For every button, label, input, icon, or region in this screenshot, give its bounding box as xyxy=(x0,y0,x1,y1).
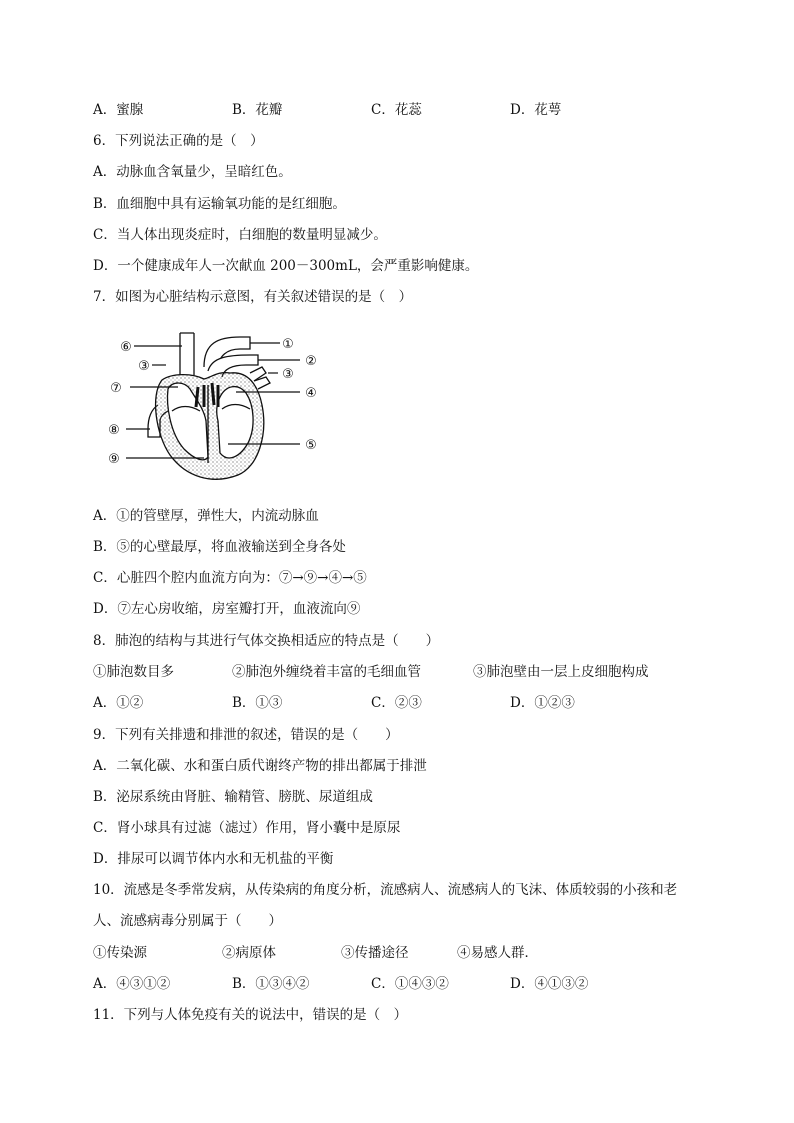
q6-option-a: A．动脉血含氧量少，呈暗红色。 xyxy=(93,164,292,180)
label-7: ⑦ xyxy=(110,381,122,396)
q8-feature-1: ①肺泡数目多 xyxy=(93,664,174,680)
q6-stem: 6．下列说法正确的是（ ） xyxy=(93,133,264,149)
q10-option-b: B．①③④② xyxy=(232,976,310,992)
q9-option-d: D．排尿可以调节体内水和无机盐的平衡 xyxy=(93,851,334,867)
q10-stem-line1: 10．流感是冬季常发病，从传染病的角度分析，流感病人、流感病人的飞沫、体质较弱的小孩和老 xyxy=(93,882,678,898)
q9-stem: 9．下列有关排遗和排泄的叙述，错误的是（ ） xyxy=(93,727,399,743)
q8-stem: 8．肺泡的结构与其进行气体交换相适应的特点是（ ） xyxy=(93,633,440,649)
q10-stem-line2: 人、流感病毒分别属于（ ） xyxy=(93,913,282,929)
label-2: ② xyxy=(305,354,317,369)
q10-option-a: A．④③①② xyxy=(93,976,171,992)
q5-option-d: D．花萼 xyxy=(510,102,562,118)
q5-option-c: C．花蕊 xyxy=(371,102,422,118)
q5-option-b: B．花瓣 xyxy=(232,102,283,118)
q10-option-c: C．①④③② xyxy=(371,976,449,992)
q10-feature-3: ③传播途径 xyxy=(341,945,409,961)
q8-option-c: C．②③ xyxy=(371,695,422,711)
q7-option-a: A．①的管壁厚，弹性大，内流动脉血 xyxy=(93,508,319,524)
label-1: ① xyxy=(282,337,294,352)
q7-option-c: C．心脏四个腔内血流方向为：⑦→⑨→④→⑤ xyxy=(93,570,367,586)
q9-option-c: C．肾小球具有过滤（滤过）作用，肾小囊中是原尿 xyxy=(93,820,401,836)
heart-structure-diagram xyxy=(100,325,332,487)
q7-stem: 7．如图为心脏结构示意图，有关叙述错误的是（ ） xyxy=(93,289,413,305)
q6-option-c: C．当人体出现炎症时，白细胞的数量明显减少。 xyxy=(93,227,387,243)
q10-feature-4: ④易感人群． xyxy=(457,945,538,961)
q7-option-d: D．⑦左心房收缩，房室瓣打开，血液流向⑨ xyxy=(93,601,361,617)
label-6: ⑥ xyxy=(120,340,132,355)
q7-option-b: B．⑤的心壁最厚，将血液输送到全身各处 xyxy=(93,539,346,555)
q8-option-b: B．①③ xyxy=(232,695,283,711)
label-5: ⑤ xyxy=(305,438,317,453)
q10-feature-1: ①传染源 xyxy=(93,945,147,961)
label-4: ④ xyxy=(305,386,317,401)
q10-option-d: D．④①③② xyxy=(510,976,589,992)
label-8: ⑧ xyxy=(108,423,120,438)
q8-feature-3: ③肺泡壁由一层上皮细胞构成 xyxy=(473,664,649,680)
q6-option-d: D．一个健康成年人一次献血 200－300mL，会严重影响健康。 xyxy=(93,258,479,274)
q10-feature-2: ②病原体 xyxy=(222,945,276,961)
q8-option-d: D．①②③ xyxy=(510,695,575,711)
q9-option-b: B．泌尿系统由肾脏、输精管、膀胱、尿道组成 xyxy=(93,789,373,805)
q6-option-b: B．血细胞中具有运输氧功能的是红细胞。 xyxy=(93,196,346,212)
q9-option-a: A．二氧化碳、水和蛋白质代谢终产物的排出都属于排泄 xyxy=(93,758,427,774)
label-9: ⑨ xyxy=(108,452,120,467)
q8-option-a: A．①② xyxy=(93,695,144,711)
label-3-left: ③ xyxy=(138,359,150,374)
q8-feature-2: ②肺泡外缠绕着丰富的毛细血管 xyxy=(232,664,421,680)
label-3-right: ③ xyxy=(282,367,294,382)
q11-stem: 11．下列与人体免疫有关的说法中，错误的是（ ） xyxy=(93,1007,408,1023)
q5-option-a: A．蜜腺 xyxy=(93,102,144,118)
